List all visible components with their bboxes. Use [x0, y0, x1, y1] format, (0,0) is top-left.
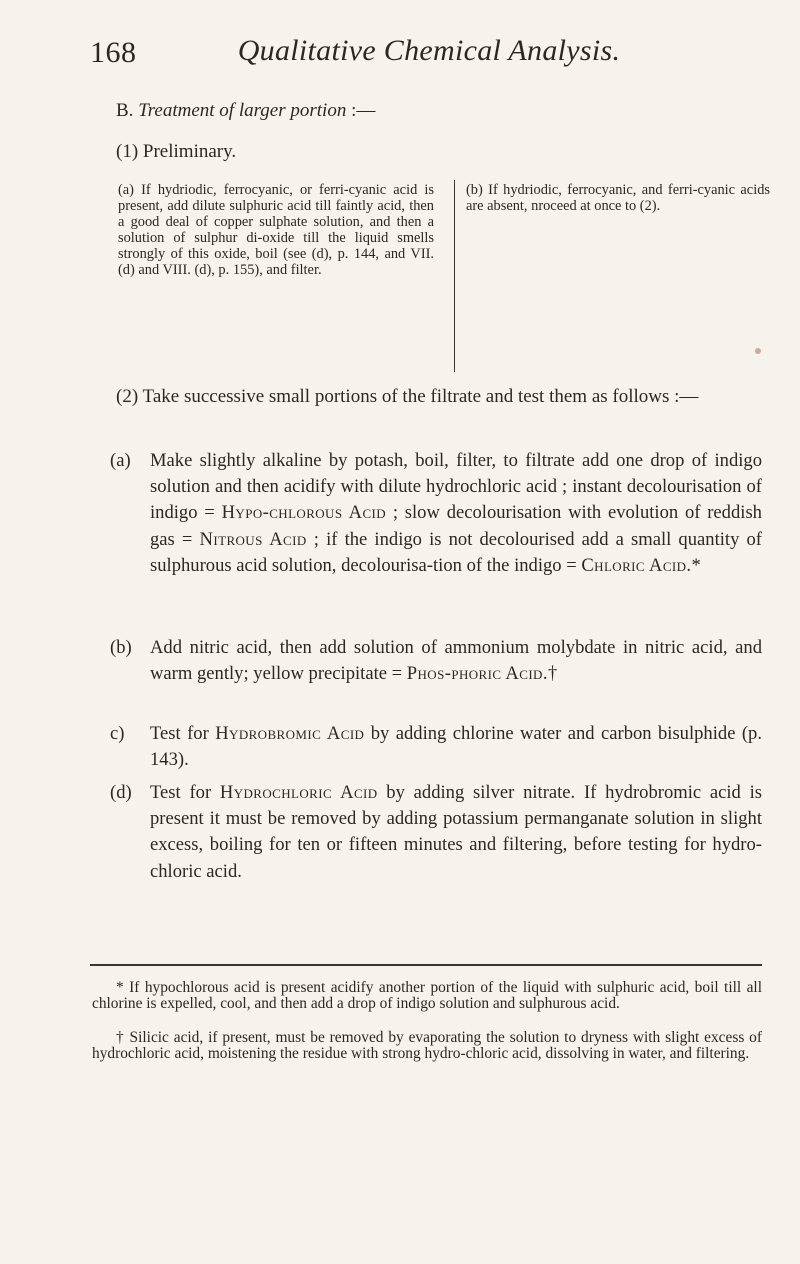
item-text: ; slow decolourisation with evolution of reddish gas =: [150, 502, 762, 550]
acid-name: Phos-phoric Acid.: [406, 663, 548, 685]
item-label: (d): [110, 782, 132, 803]
footnote-rule: [90, 964, 762, 966]
section-title-suffix: :—: [346, 100, 376, 121]
footnote-mark: *: [691, 554, 701, 576]
acid-name: Hydrochloric Acid: [219, 782, 378, 803]
item-text: Add nitric acid, then add solution of ammonium molybdate in nitric acid, and warm gently; yellow precipitate =: [150, 637, 762, 685]
acid-name: Nitrous Acid: [199, 528, 307, 550]
section-heading: [116, 100, 375, 122]
item-text: ; if the indigo is not decolourised add a small quantity of sulphurous acid solution, decolourisa-tion of the indigo =: [150, 528, 762, 576]
footnote-1: * If hypochlorous acid is present acidify another portion of the liquid with sulphuric acid, boil till all chlorine is expelled, cool, and then add a drop of indigo solution and sulphurous acid.: [92, 979, 762, 1013]
print-mark: [755, 348, 761, 354]
section-title: Treatment of larger portion: [138, 100, 347, 121]
step-1-heading: (1) Preliminary.: [116, 141, 237, 162]
item-label: (a): [110, 450, 131, 471]
test-item-c: [110, 721, 762, 773]
footnote-2: † Silicic acid, if present, must be removed by evaporating the solution to dryness with slight excess of hydrochloric acid, moistening the residue with strong hydro-chloric acid, dissolving in water, and filtering.: [92, 1029, 762, 1063]
running-header: [90, 34, 750, 82]
running-title: Qualitative Chemical Analysis.: [237, 34, 621, 67]
acid-name: Chloric Acid.: [581, 554, 692, 576]
section-label: B.: [116, 100, 134, 121]
item-text: Make slightly alkaline by potash, boil, filter, to filtrate add one drop of indigo solution and then acidify with dilute hydrochloric acid ; instant decolourisation of indigo =: [150, 450, 762, 524]
item-text: by adding silver nitrate. If hydrobromic acid is present it must be removed by adding potassium permanganate solution in slight excess, boiling for ten or fifteen minutes and filtering, before testing for hydro-chloric acid.: [150, 782, 762, 882]
item-text: Test for: [150, 723, 216, 744]
item-label: c): [110, 723, 125, 744]
step-1-column-b: (b) If hydriodic, ferrocyanic, and ferri-cyanic acids are absent, nroceed at once to (2).: [466, 182, 770, 215]
footnote-mark: †: [547, 663, 558, 685]
test-item-d: [110, 780, 762, 885]
item-label: (b): [110, 637, 132, 658]
column-divider: [454, 180, 455, 372]
page-number: 168: [90, 36, 137, 69]
item-text: Test for: [150, 782, 220, 803]
acid-name: Hydrobromic Acid: [215, 723, 365, 744]
step-1-column-a: (a) If hydriodic, ferrocyanic, or ferri-cyanic acid is present, add dilute sulphuric acid till faintly acid, then a good deal of copper sulphate solution, and then a solution of sulphur di-oxide till the liquid smells strongly of this oxide, boil (see (d), p. 144, and VII. (d) and VIII. (d), p. 155), and filter.: [118, 182, 434, 279]
test-item-a: [110, 448, 762, 579]
test-item-b: [110, 635, 762, 687]
item-text: by adding chlorine water and carbon bisulphide (p. 143).: [150, 723, 762, 771]
acid-name: Hypo-chlorous Acid: [221, 502, 387, 524]
step-2-intro: (2) Take successive small portions of the filtrate and test them as follows :—: [116, 386, 699, 407]
